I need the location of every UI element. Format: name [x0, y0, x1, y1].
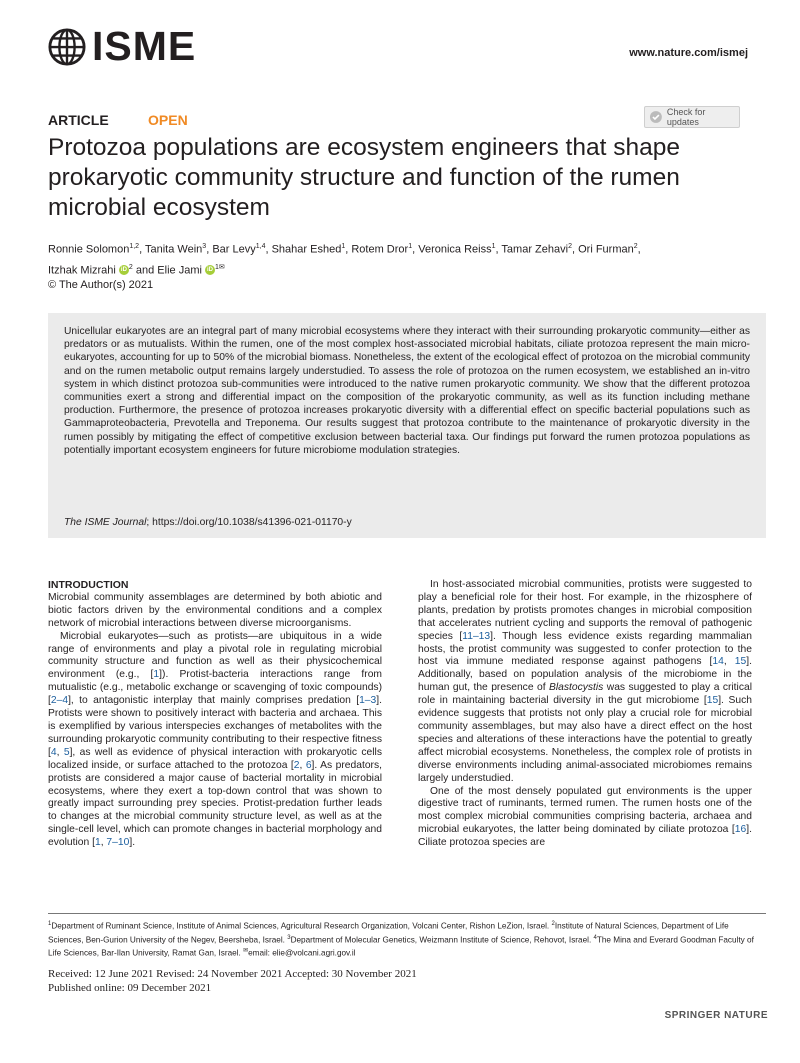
author[interactable]: Ronnie Solomon — [48, 243, 130, 256]
abstract-text: Unicellular eukaryotes are an integral part of many microbial ecosystems where they interact with their surrounding prokaryotic community—either as predators or as mutualists. Within the rumen, one of the most complex host-associated microbial habitats, ciliate protozoa represent the main micro-eukaryotes, accounting for up to 50% of the microbial biomass. Nonetheless, the extent of the ecological effect of protozoa on the microbial community and on the rumen metabolic output remains largely understudied. To assess the role of protozoa on the rumen ecosystem, we established an in-vitro system in which distinct protozoa sub-communities were introduced to the native rumen prokaryotic community. We show that the different protozoa communities exert a strong and differential impact on the composition of the prokaryotic community, as well as its function including methane production. Furthermore, the presence of protozoa increases prokaryotic diversity with a differential effect on specific bacterial populations such as Gammaproteobacteria, Prevotella and Treponema. Our results suggest that protozoa contribute to the maintenance of prokaryotic diversity in the rumen possibly by mitigating the effect of competitive exclusion between bacterial taxa. Our findings put forward the rumen protozoa populations as potentially important ecosystem engineers for future microbiome modulation strategies. — [64, 326, 750, 456]
citation-link[interactable]: 5 — [63, 746, 70, 758]
author-affiliation: 1✉ — [214, 263, 225, 271]
publication-dates — [48, 967, 417, 995]
citation-link[interactable]: 2 — [293, 759, 300, 771]
author[interactable]: Tamar Zehavi — [501, 243, 569, 256]
author-affiliation: 1,2 — [129, 243, 140, 250]
author-affiliation: 2 — [633, 243, 638, 250]
paragraph: In host-associated microbial communities, protists were suggested to play a beneficial role for their host. For example, in the rhizosphere of plants, predation by protists promotes changes in microbial composition that accelerates nutrient cycling and supports the removal of pathogenic species [11–13]. Though less evidence exists regarding mammalian hosts, the protist community was suggested to confer protection to the host via immune mediated response against pathogens [14, 15]. Additionally, based on population analysis of the microbiome in the human gut, the presence of Blastocystis was suggested to play a critical role in maintaining bacterial diversity in the gut microbiome [15]. Such evidence suggests that protists not only play a crucial role for microbial community assemblages, but may also have a direct effect on the host species and alterations of these interactions have the potential to greatly affect microbial ecosystems. Nonetheless, the complex role of protists in diverse environments including animal-associated microbiomes remains largely understudied. — [418, 579, 752, 784]
citation-link[interactable]: 7–10 — [106, 837, 130, 849]
footnote-divider — [48, 913, 766, 914]
paragraph: One of the most densely populated gut environments is the upper digestive tract of ruminants, termed rumen. The rumen hosts one of the most complex microbial communities comprising bacteria, archaea and microbial eukaryotes, the latter being dominated by ciliate protozoa [16]. Ciliate protozoa species are — [418, 785, 752, 849]
journal-citation — [64, 517, 352, 528]
author[interactable]: Bar Levy — [212, 243, 256, 256]
orcid-icon[interactable]: iD — [120, 267, 127, 274]
check-updates-icon — [649, 110, 663, 124]
section-heading: INTRODUCTION — [48, 579, 129, 591]
citation-link[interactable]: 15 — [706, 695, 719, 707]
citation-link[interactable]: 1–3 — [359, 695, 377, 707]
author[interactable]: Elie Jami — [157, 264, 202, 277]
author[interactable]: Shahar Eshed — [271, 243, 342, 256]
author[interactable]: Ori Furman — [578, 243, 634, 256]
body-column-left — [48, 579, 382, 850]
author[interactable]: Rotem Dror — [351, 243, 409, 256]
author[interactable]: Itzhak Mizrahi — [48, 264, 116, 277]
check-updates-label: Check for updates — [666, 107, 706, 127]
copyright: © The Author(s) 2021 — [48, 279, 154, 291]
author-affiliation: 3 — [202, 243, 207, 250]
citation-link[interactable]: 2–4 — [50, 695, 69, 707]
citation-link[interactable]: 4 — [50, 746, 57, 758]
publisher-logo: SPRINGER NATURE — [664, 1010, 768, 1021]
doi-link[interactable]: ; https://doi.org/10.1038/s41396-021-01170-y — [146, 517, 352, 528]
affiliations: $^1$Department of Ruminant Science, Institute of Animal Sciences, Agricultural Research Organization, Volcani Center, Rishon LeZion, Israel. $^2$Institute of Natural Sciences, Department of Life Sciences, Ben-Gurion University of the Negev, Beersheba, Israel. $^3$Department of Molecular Genetics, Weizmann Institute of Science, Rehovot, Israel. $^4$The Mina and Everard Goodman Faculty of Life Sciences, Bar-Ilan University, Ramat Gan, Israel. ✉email: elie@volcani.agri.gov.il — [48, 921, 754, 958]
email-icon: ✉ — [243, 948, 249, 955]
citation-link[interactable]: 6 — [305, 759, 312, 771]
open-access-label: OPEN — [148, 112, 188, 128]
author-affiliation: 1,4 — [255, 243, 266, 250]
citation-link[interactable]: 11–13 — [462, 630, 491, 642]
citation-link[interactable]: 1 — [153, 669, 160, 681]
journal-logo — [48, 23, 197, 69]
author-affiliation: 1 — [408, 243, 413, 250]
paragraph: Microbial eukaryotes—such as protists—are ubiquitous in a wide range of environments and play a pivotal role in regulating microbial community structure and function as well as their physicochemical environment (e.g., [1]). Protist-bacteria interactions range from mutualistic (e.g., metabolic exchange or scavenging of toxic compounds) [2–4], to antagonistic interplay that mainly comprises predation [1–3]. Protists were shown to positively interact with bacteria and archaea. This is exemplified by various interspecies exchanges of metabolites with the surrounding prokaryotic community contributing to their respective fitness [4, 5], as well as evidence of physical interaction with prokaryotic cells localized inside, or surface attached to the protozoa [2, 6]. As predators, protists are considered a major cause of bacterial mortality in microbial ecosystems, where they exert a top-down control that was shown to greatly impact surrounding prey species. Protist-predation further leads to changes at the microbial community structure level, as well as at the single-cell level, which can promote changes in bacterial morphology and evolution [1, 7–10]. — [48, 630, 382, 849]
body-column-right — [418, 579, 752, 850]
journal-name: The ISME Journal — [64, 517, 147, 528]
published-date: Published online: 09 December 2021 — [48, 982, 212, 994]
author[interactable]: Tanita Wein — [145, 243, 203, 256]
author-affiliation: 1 — [491, 243, 496, 250]
author-affiliation: 2 — [128, 263, 133, 271]
author-list: Ronnie Solomon$^{1,2}$, Tanita Wein$^3$, Bar Levy$^{1,4}$, Shahar Eshed$^1$, Rotem Dror$^1$, Veronica Reiss$^1$, Tamar Zehavi$^2$, Ori Furman$^2$, Itzhak Mizrahi iD $^2$ and Elie Jami iD $^{1✉}$ — [48, 243, 641, 277]
author-affiliation: 1 — [341, 243, 346, 250]
paragraph: Microbial community assemblages are determined by both abiotic and biotic factors driven by the environmental conditions and a complex network of microbial interactions between diverse microorganisms. — [48, 591, 382, 629]
globe-icon — [48, 28, 86, 66]
citation-link[interactable]: 1 — [94, 837, 101, 849]
author-affiliation: 2 — [568, 243, 572, 250]
orcid-icon[interactable]: iD — [206, 267, 213, 274]
check-for-updates-button[interactable] — [644, 106, 740, 128]
journal-wordmark: ISME — [92, 23, 197, 69]
citation-link[interactable]: 15 — [734, 656, 747, 668]
author[interactable]: Veronica Reiss — [418, 243, 492, 256]
article-title: Protozoa populations are ecosystem engineers that shape prokaryotic community structure and function of the rumen microbial ecosystem — [48, 134, 680, 221]
corresponding-email[interactable]: email: elie@volcani.agri.gov.il — [248, 948, 356, 958]
history-dates: Received: 12 June 2021 Revised: 24 November 2021 Accepted: 30 November 2021 — [48, 968, 417, 980]
citation-link[interactable]: 16 — [734, 824, 747, 836]
citation-link[interactable]: 14 — [712, 656, 724, 668]
journal-url[interactable]: www.nature.com/ismej — [629, 47, 748, 59]
article-type: ARTICLE — [48, 112, 109, 128]
